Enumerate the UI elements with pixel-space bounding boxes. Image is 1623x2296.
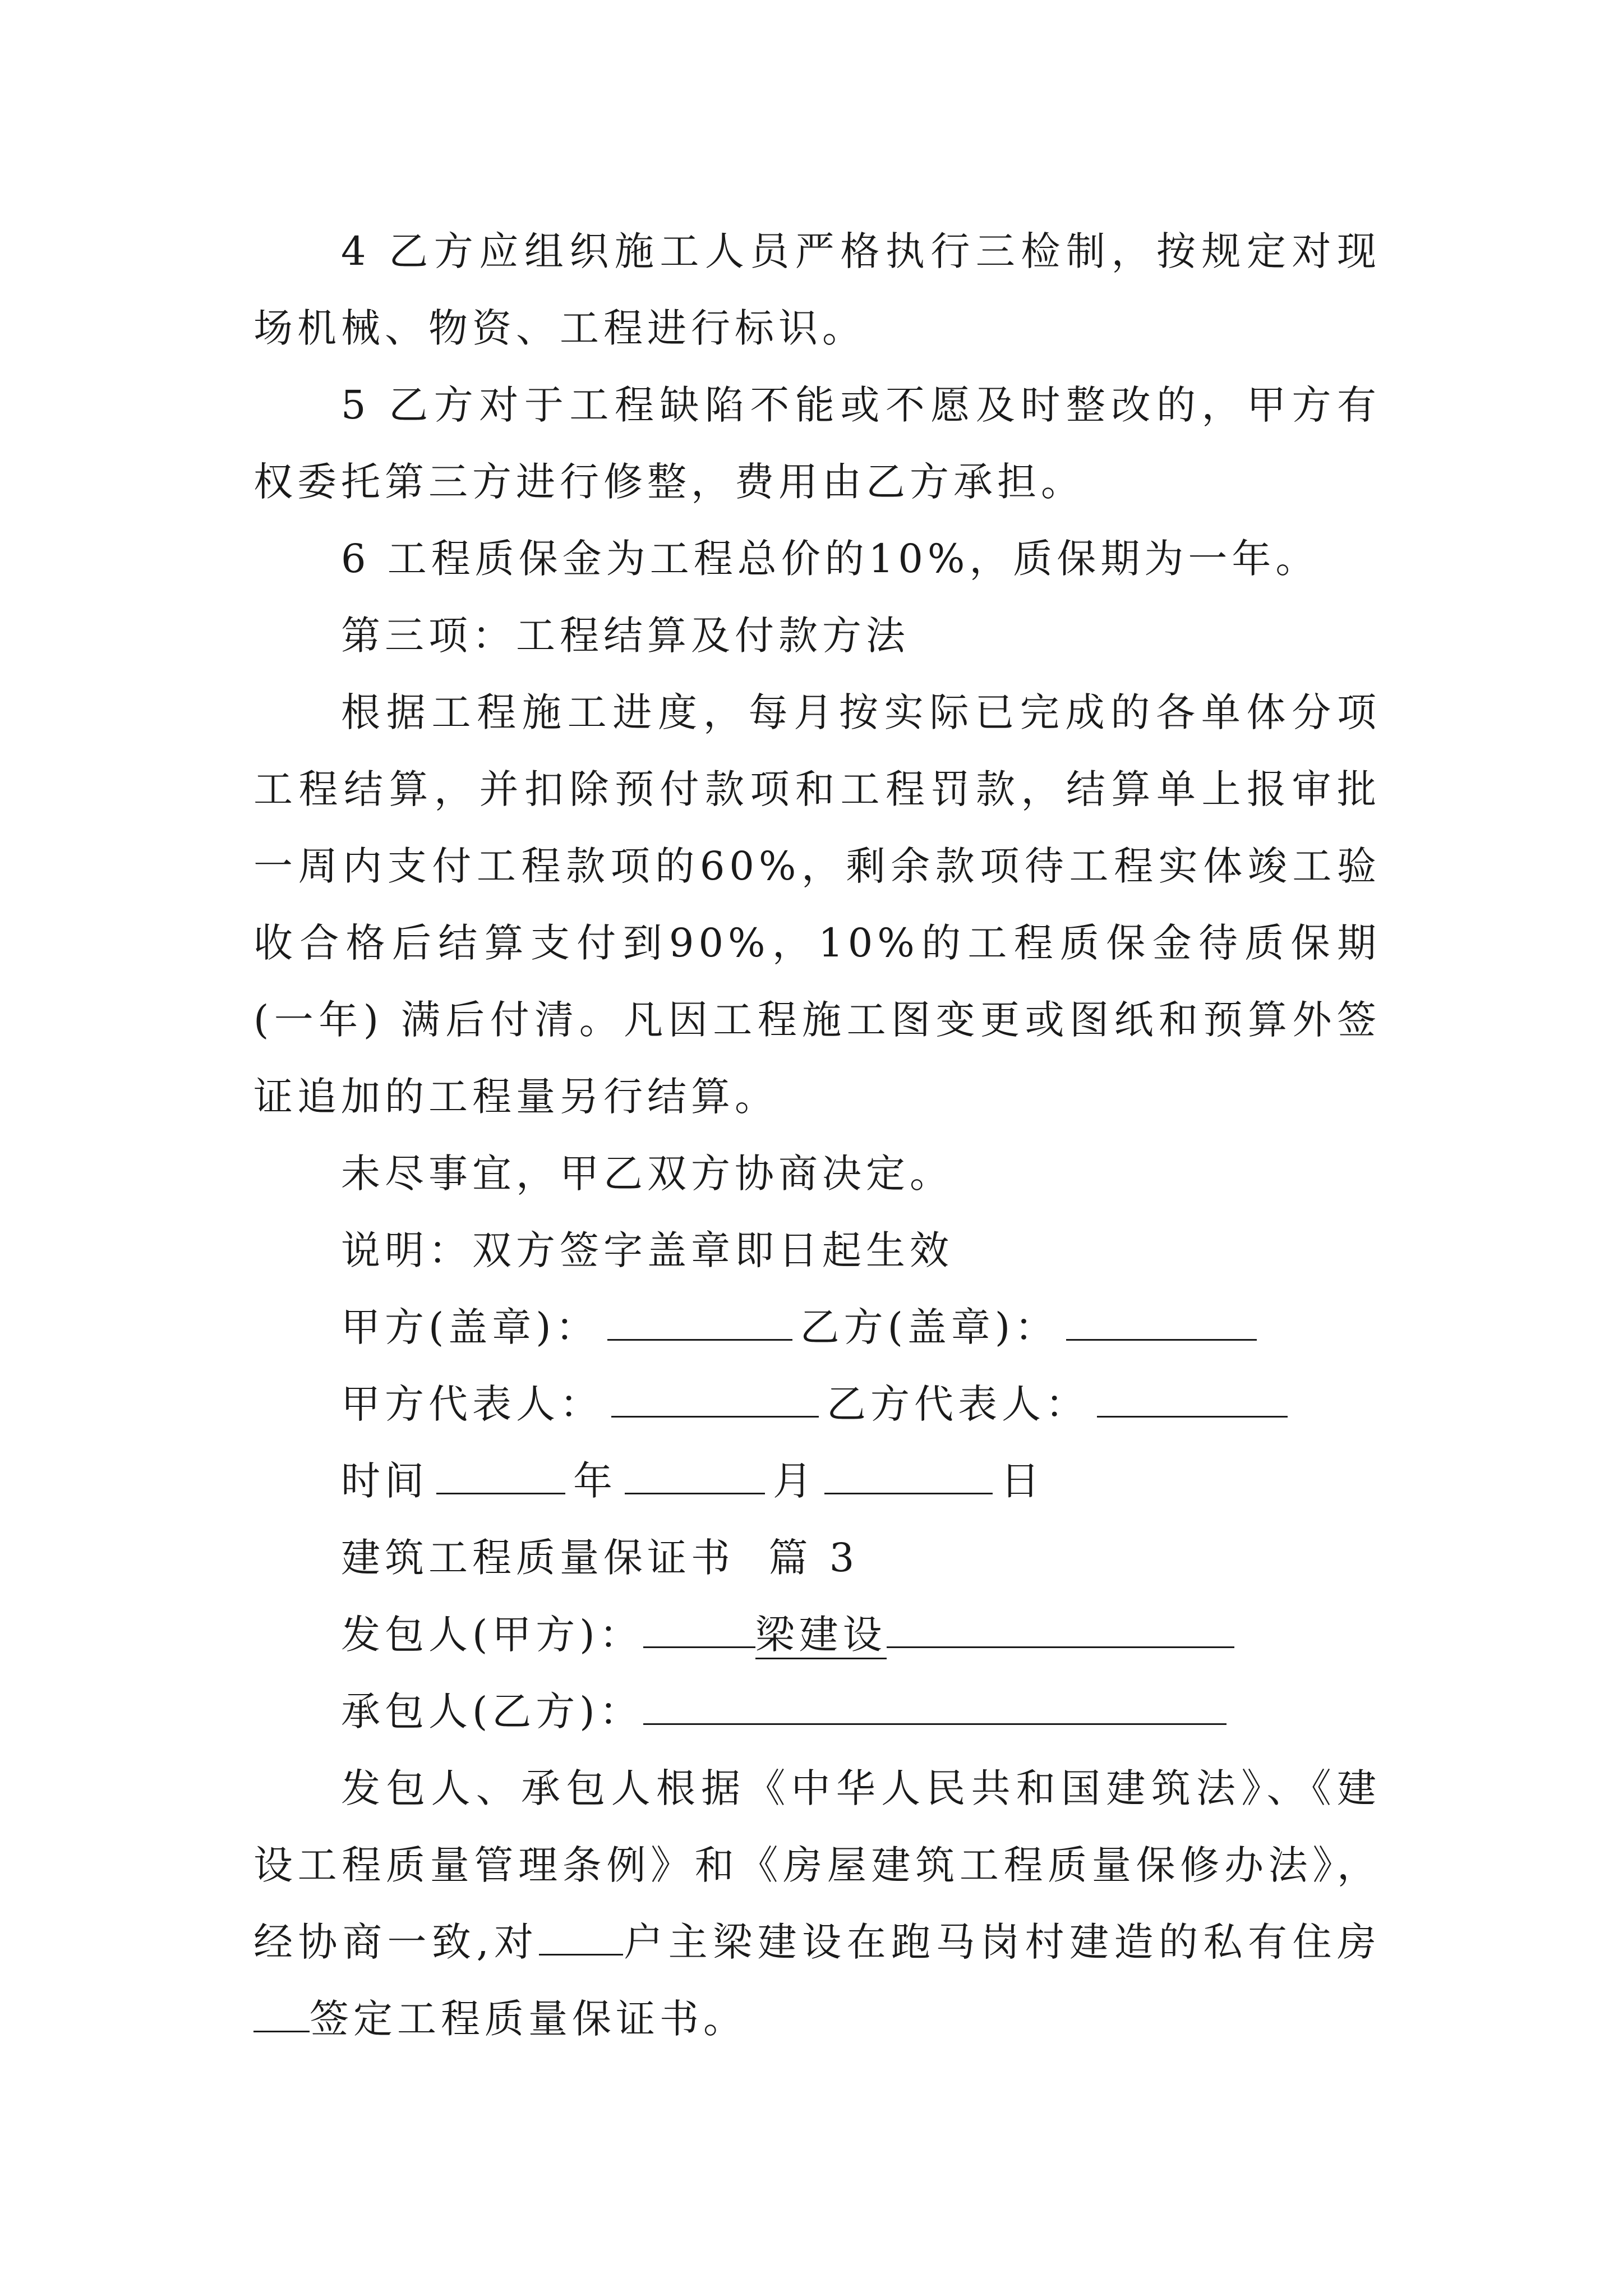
representative-signature-line <box>253 1366 1381 1443</box>
clause-item-6: 6 工程质保金为工程总价的10%，质保期为一年。 <box>341 536 1320 582</box>
party-a-seal-blank <box>607 1305 792 1341</box>
employer-blank-trailing <box>887 1613 1234 1648</box>
effective-note: 说明：双方签字盖章即日起生效 <box>341 1227 953 1273</box>
date-label: 时间 <box>341 1458 428 1504</box>
contractor-line <box>253 1673 1381 1750</box>
section-heading-part-3: 建筑工程质量保证书 篇 3 <box>341 1535 859 1581</box>
year-label: 年 <box>573 1458 617 1504</box>
month-label: 月 <box>773 1458 817 1504</box>
project-blank <box>253 1997 310 2032</box>
contractor-blank <box>643 1690 1227 1725</box>
party-a-rep-label: 甲方代表人： <box>341 1381 603 1427</box>
party-b-rep-blank <box>1097 1382 1288 1418</box>
employer-name-field <box>643 1612 1234 1658</box>
document-body <box>253 213 1381 2058</box>
party-b-seal-label: 乙方(盖章)： <box>800 1304 1059 1350</box>
household-blank <box>539 1920 623 1955</box>
intro-part-1: 发包人、承包人根据《中华人民共和国建筑法》、《建设工程质量管理条例》和《房屋建筑工程质量保修办法》，经协商一致,对 <box>253 1765 1381 1965</box>
party-b-seal-blank <box>1066 1305 1257 1341</box>
party-a-rep-blank <box>611 1382 819 1418</box>
month-blank <box>625 1459 765 1494</box>
year-blank <box>436 1459 565 1494</box>
clause-item-5: 5 乙方对于工程缺陷不能或不愿及时整改的，甲方有权委托第三方进行修整，费用由乙方承担。 <box>253 382 1381 505</box>
contractor-label: 承包人(乙方)： <box>341 1688 643 1734</box>
agreement-intro-paragraph <box>253 1750 1381 2058</box>
intro-part-2: 户主梁建设在跑马岗村建造的私有住房 <box>623 1919 1381 1965</box>
party-b-rep-label: 乙方代表人： <box>827 1381 1089 1427</box>
party-a-seal-label: 甲方(盖章)： <box>341 1304 600 1350</box>
day-blank <box>824 1459 993 1494</box>
seal-signature-line <box>253 1289 1381 1366</box>
employer-name: 梁建设 <box>755 1612 887 1659</box>
intro-part-3: 签定工程质量保证书。 <box>310 1996 747 2042</box>
settlement-paragraph: 根据工程施工进度，每月按实际已完成的各单体分项工程结算，并扣除预付款项和工程罚款，结算单上报审批一周内支付工程款项的60%，剩余款项待工程实体竣工验收合格后结算支付到90%，10%的工程质保金待质保期(一年) 满后付清。凡因工程施工图变更或图纸和预算外签证追加的工程量另行结算。 <box>253 689 1381 1120</box>
section-3-title: 第三项：工程结算及付款方法 <box>341 613 910 659</box>
employer-label: 发包人(甲方)： <box>341 1612 643 1658</box>
employer-blank-leading <box>643 1613 755 1648</box>
employer-line <box>253 1596 1381 1673</box>
unresolved-matters: 未尽事宜，甲乙双方协商决定。 <box>341 1151 953 1197</box>
day-label: 日 <box>1000 1458 1044 1504</box>
clause-item-4: 4 乙方应组织施工人员严格执行三检制，按规定对现场机械、物资、工程进行标识。 <box>253 228 1381 351</box>
date-line <box>253 1443 1381 1520</box>
